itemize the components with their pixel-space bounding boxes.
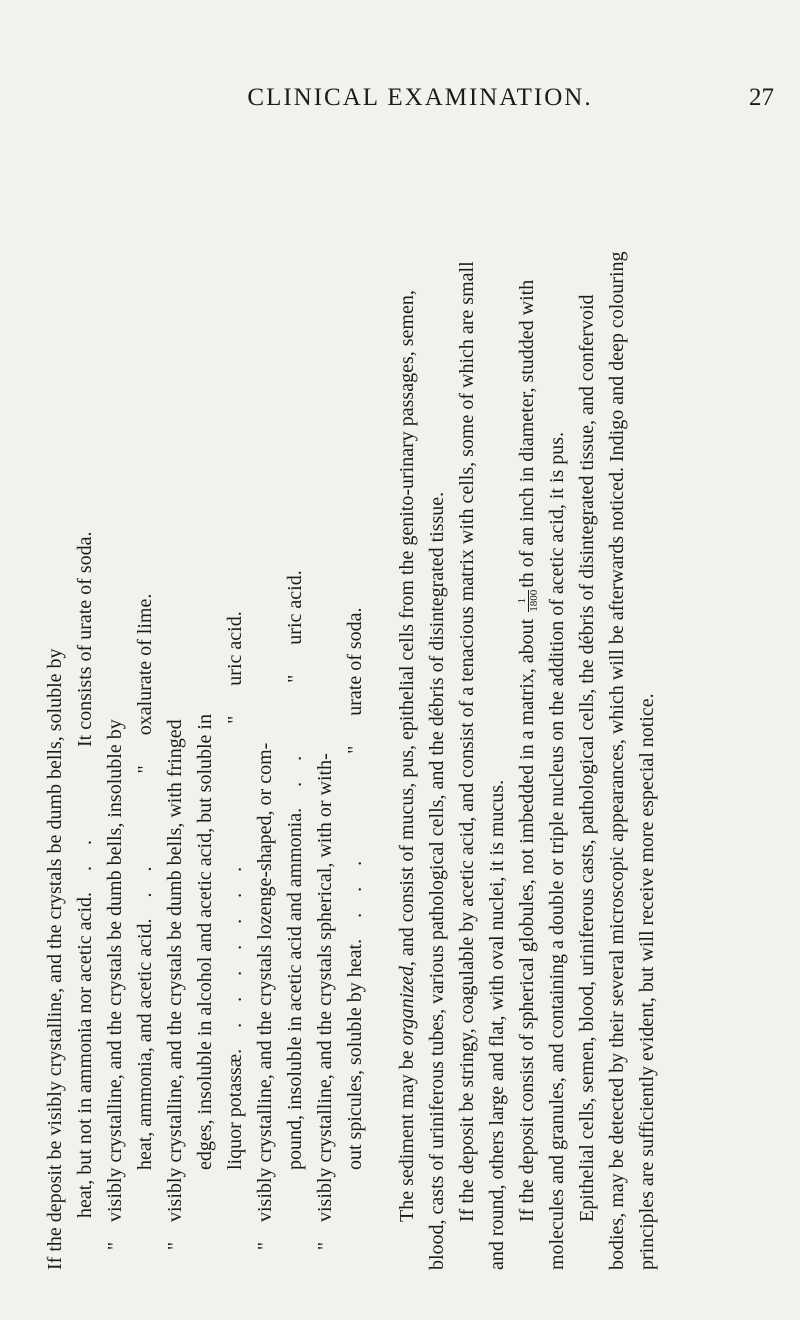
table-row: pound, insoluble in acetic acid and ammonia. . ." uric acid. xyxy=(280,150,310,1270)
paragraph-line: bodies, may be detected by their several microscopic appearances, which will be afterwards noticed. Indigo and deep colouring xyxy=(606,251,628,1270)
table-row: heat, ammonia, and acetic acid. . ." oxalurate of lime. xyxy=(130,150,160,1270)
table-row-text: If the deposit be visibly crystalline, and the crystals be dumb bells, soluble by xyxy=(44,648,66,1270)
table-row xyxy=(190,150,220,1270)
table-row-text: visibly crystalline, and the crystals spherical, with or with- xyxy=(314,753,336,1222)
result-ditto: " xyxy=(134,765,156,774)
table-row-result: uric acid. xyxy=(284,570,306,645)
table-row xyxy=(40,150,70,1270)
table-row-result: uric acid. xyxy=(224,611,246,686)
page-number: 27 xyxy=(749,84,774,111)
paragraph-line: molecules and granules, and containing a double or triple nucleus on the addition of acetic acid, it is pus. xyxy=(546,431,568,1270)
table-row xyxy=(100,150,130,1270)
table-row xyxy=(160,150,190,1270)
table-row: heat, but not in ammonia nor acetic acid. . .It consists of urate of soda. xyxy=(70,150,100,1270)
table-row-text: out spicules, soluble by heat xyxy=(344,943,366,1170)
paragraph-line: blood, casts of uriniferous tubes, various pathological cells, and the débris of disintegrated tissue. xyxy=(426,491,448,1270)
paragraph-line: principles are sufficiently evident, but will receive more especial notice. xyxy=(636,693,658,1270)
table-row-text: visibly crystalline, and the crystals be dumb bells, insoluble by xyxy=(104,719,126,1222)
table-row-text: liquor potassæ xyxy=(224,1053,246,1170)
paragraph-line: and round, others large and flat, with oval nuclei, it is mucus. xyxy=(486,779,508,1270)
result-ditto: " xyxy=(284,674,306,683)
table-row-text: edges, insoluble in alcohol and acetic acid, but soluble in xyxy=(194,714,216,1170)
paragraph-line: Epithelial cells, semen, blood, uriniferous casts, pathological cells, the débris of disintegrated tissue, and confervoid xyxy=(576,294,598,1222)
table-row xyxy=(250,150,280,1270)
table-row-text: visibly crystalline, and the crystals lozenge-shaped, or com- xyxy=(254,742,276,1222)
table-row: out spicules, soluble by heat. . . ." urate of soda. xyxy=(340,150,370,1270)
paragraph-line: The sediment may be organized, and consist of mucus, pus, epithelial cells from the genito-urinary passages, semen, xyxy=(396,290,418,1222)
emphasis-organized: organized xyxy=(396,966,418,1046)
ditto-mark: " xyxy=(164,1241,186,1251)
table-row-text: heat, ammonia, and acetic acid xyxy=(134,923,156,1170)
paragraph-line: If the deposit be stringy, coagulable by acetic acid, and consist of a tenacious matrix with cells, some of which are small xyxy=(456,261,478,1222)
crystal-table xyxy=(40,150,370,1270)
result-ditto: " xyxy=(344,745,366,754)
fraction: 1 1800 xyxy=(515,589,540,612)
running-title: CLINICAL EXAMINATION. xyxy=(247,84,593,111)
ditto-mark: " xyxy=(254,1241,276,1251)
table-row-result: oxalurate of lime. xyxy=(134,593,156,736)
ditto-mark: " xyxy=(104,1241,126,1251)
table-row xyxy=(310,150,340,1270)
rotated-body xyxy=(40,150,662,1270)
table-row-result: It consists of urate of soda. xyxy=(74,531,96,747)
table-row-text: visibly crystalline, and the crystals be dumb bells, with fringed xyxy=(164,719,186,1222)
table-row-text: heat, but not in ammonia nor acetic acid xyxy=(74,897,96,1218)
paragraph-line: If the deposit consist of spherical globules, not imbedded in a matrix, about 1 1800 th of an inch in diameter, studded with xyxy=(515,279,540,1222)
body-paragraphs xyxy=(392,150,662,1270)
result-ditto: " xyxy=(224,715,246,724)
table-row-result: urate of soda. xyxy=(344,607,366,716)
ditto-mark: " xyxy=(314,1241,336,1251)
page-header xyxy=(0,84,800,124)
table-row-text: pound, insoluble in acetic acid and ammonia xyxy=(284,812,306,1170)
table-row: liquor potassæ. . . . . . . ." uric acid. xyxy=(220,150,250,1270)
